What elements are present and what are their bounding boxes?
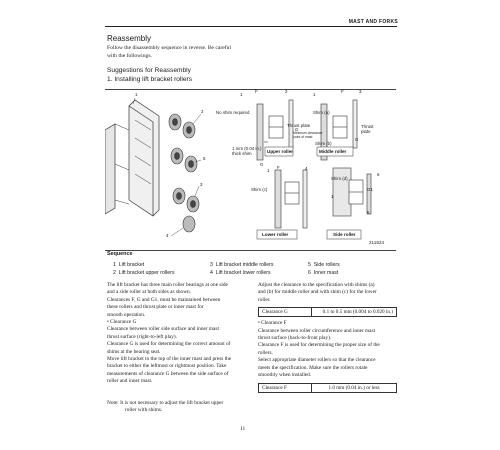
roller-hub <box>191 201 196 208</box>
sequence-item <box>113 262 144 268</box>
text-line: meets the specification. Make sure the rollers rotate <box>258 364 368 371</box>
sequence-label: Lift bracket upper rollers <box>118 270 175 276</box>
bracket-arm <box>115 124 129 204</box>
lower-callout-f: F <box>277 165 280 170</box>
thick-shim-line: 1 mm (0.04 in.) <box>232 146 262 151</box>
lower-callout-4: 4 <box>305 166 308 171</box>
lower-callout-g: G <box>260 162 264 167</box>
bracket-plate <box>129 100 159 216</box>
roller <box>183 216 195 232</box>
thick-shim-line: thick shim <box>232 151 252 156</box>
sequence-label: Lift bracket <box>118 262 145 268</box>
text-line: and a side roller at both sides as shown. <box>107 289 191 296</box>
sequence-item <box>113 270 174 276</box>
table-cell-value: 0.1 to 0.5 mm (0.004 to 0.020 in.) <box>312 308 397 317</box>
clearance-f-heading: • Clearance F <box>258 320 287 327</box>
table-row <box>259 308 397 317</box>
sequence-title: Sequence <box>107 251 133 257</box>
callout-2: 2 <box>201 109 204 114</box>
text-line: Clearance F is used for determining the proper size of the <box>258 342 380 349</box>
clearance-note-line: Minimum clearance <box>293 131 323 135</box>
side-callout-5: 5 <box>367 210 370 215</box>
leader <box>195 186 199 196</box>
page-title: Reassembly <box>107 34 152 43</box>
page-number: 11 <box>240 426 246 432</box>
left-para-3 <box>107 326 248 341</box>
note <box>107 400 248 415</box>
text-line: Clearance between roller circumference and inner mast <box>258 327 376 334</box>
sequence-label: Lift bracket lower rollers <box>215 270 271 276</box>
upper-callout-g: G <box>295 127 299 132</box>
roller-hub <box>173 119 178 126</box>
sequence-label: Inner mast <box>313 270 339 276</box>
side-callout-1: 1 <box>331 194 334 199</box>
lift-bracket-drawing <box>105 100 159 216</box>
thick-shim-label <box>232 146 262 156</box>
lower-rollers <box>173 188 199 232</box>
roller-diagram <box>105 89 396 251</box>
middle-callout-f: F <box>341 89 344 94</box>
intro-line: with the followings. <box>107 52 152 59</box>
shim-d-label: Shim (d) <box>331 176 348 181</box>
right-column <box>258 282 397 393</box>
lower-roller-label: Lower roller <box>262 232 289 237</box>
clearance-g-heading: • Clearance G <box>107 319 137 326</box>
text-line: smooth operation. <box>107 311 146 318</box>
callout-5: 5 <box>203 156 206 161</box>
mast-rail <box>105 124 115 214</box>
sequence-num: 6 <box>308 270 311 276</box>
sequence-num: 2 <box>113 270 116 276</box>
roller-hub <box>189 161 194 168</box>
roller-diagram-svg <box>105 90 396 250</box>
clearance-note-line: point of mast <box>293 135 313 139</box>
sequence-item <box>308 270 338 276</box>
left-para-4 <box>107 341 248 356</box>
lower-roller-detail <box>275 170 307 228</box>
shim-c-label: Shim (c) <box>251 187 268 192</box>
callout-3: 3 <box>200 182 203 187</box>
right-para-2 <box>258 328 397 343</box>
callout-1: 1 <box>135 92 138 97</box>
note-line: roller with shims. <box>125 407 163 414</box>
table-row <box>259 384 397 393</box>
header-rule <box>105 26 397 27</box>
middle-callout-g: G <box>355 137 359 142</box>
upper-callout-f: F <box>255 89 258 94</box>
clearance-f-table <box>258 383 397 393</box>
side-callout-6: 6 <box>377 172 380 177</box>
text-line: roller and inner mast. <box>107 378 153 385</box>
upper-callout-1: 1 <box>240 92 243 97</box>
table-cell-value: 1.0 mm (0.04 in.) or less <box>312 384 397 393</box>
upper-roller-label: Upper roller <box>267 149 294 154</box>
intro-paragraph <box>107 45 231 61</box>
roller-hub <box>177 193 182 200</box>
table-cell-label: Clearance G <box>259 308 312 317</box>
text-line: thrust surface (right-to-left play). <box>107 333 178 340</box>
leader <box>193 114 201 124</box>
clearance-g-table <box>258 307 397 317</box>
step1-heading: 1. Installing lift bracket rollers <box>107 76 193 83</box>
middle-callout-3: 3 <box>359 89 362 94</box>
sequence-item <box>308 262 340 268</box>
text-line: The lift bracket has three main roller bearings at one side <box>107 282 228 288</box>
thrust-plate-section <box>303 170 307 228</box>
mast-flange <box>367 174 371 214</box>
text-line: smoothly when installed. <box>258 372 312 379</box>
right-para-1 <box>258 282 397 304</box>
middle-roller-label: Middle roller <box>319 149 347 154</box>
right-para-3 <box>258 342 397 357</box>
shim-a-label: Shim (a) <box>313 110 330 115</box>
shim-b-label: Shim (b) <box>315 141 332 146</box>
text-line: rollers. <box>258 349 273 356</box>
text-line: Select appropriate diameter rollers so that the clearance <box>258 357 376 364</box>
leader <box>171 228 183 236</box>
figure-number: 211524 <box>369 240 384 245</box>
text-line: bracket to either the leftmost or rightmost position. Take <box>107 363 227 370</box>
sequence-label: Side rollers <box>313 262 340 268</box>
clearance-note <box>293 131 322 139</box>
roller-hub <box>175 153 180 160</box>
middle-callout-1: 1 <box>313 92 316 97</box>
roller-hub <box>187 127 192 134</box>
middle-thrust-plate-line: plate <box>361 129 371 134</box>
no-shim-label: No shim required <box>216 110 250 115</box>
text-line: Clearances F, G and G1, must be maintained between <box>107 296 221 303</box>
side-roller-label: Side roller <box>333 232 356 237</box>
side-callout-g1: G1 <box>367 187 373 192</box>
lower-callout-1: 1 <box>267 168 270 173</box>
text-line: Clearance between roller side surface and inner mast <box>107 326 219 333</box>
note-line: Note: It is not necessary to adjust the lift bracket upper <box>107 400 224 406</box>
section-header: MAST AND FORKS <box>348 19 398 25</box>
text-line: Adjust the clearance to the specification with shims (a) <box>258 282 375 288</box>
middle-thrust-plate-label <box>361 124 373 134</box>
sequence-item <box>210 262 273 268</box>
text-line: Clearance G is used for determining the correct amount of <box>107 341 231 348</box>
intro-line: Follow the disassembly sequence in reverse. Be careful <box>107 45 231 51</box>
left-column <box>107 282 248 386</box>
sequence-num: 4 <box>210 270 213 276</box>
table-cell-label: Clearance F <box>259 384 312 393</box>
sequence-num: 1 <box>113 262 116 268</box>
text-line: Move lift bracket to the top of the inner mast and press the <box>107 356 232 363</box>
sequence-label: Lift bracket middle rollers <box>215 262 274 268</box>
upper-callout-2: 2 <box>285 89 288 94</box>
sequence-item <box>210 270 271 276</box>
upper-rollers <box>169 114 195 138</box>
left-para-1 <box>107 282 248 297</box>
mast-section <box>275 170 281 228</box>
text-line: these rollers and thrust plate or inner mast for <box>107 304 204 311</box>
middle-thrust-plate-line: Thrust <box>361 124 374 129</box>
sequence-num: 5 <box>308 262 311 268</box>
text-line: measurements of clearance G between the side surface of <box>107 370 229 377</box>
text-line: thrust surface (back-to-front play). <box>258 335 332 342</box>
left-para-5 <box>107 356 248 386</box>
middle-rollers <box>171 148 197 172</box>
callout-4: 4 <box>166 233 169 238</box>
sequence-num: 3 <box>210 262 213 268</box>
text-line: roller. <box>258 296 271 303</box>
thrust-plate-label: Thrust plate <box>287 123 311 128</box>
left-para-2 <box>107 297 248 319</box>
right-para-4 <box>258 357 397 379</box>
text-line: shims at the bearing seat. <box>107 348 161 355</box>
text-line: and (b) for middle roller and with shim (c) for the lower <box>258 289 377 296</box>
suggestions-heading: Suggestions for Reassembly <box>107 67 191 74</box>
